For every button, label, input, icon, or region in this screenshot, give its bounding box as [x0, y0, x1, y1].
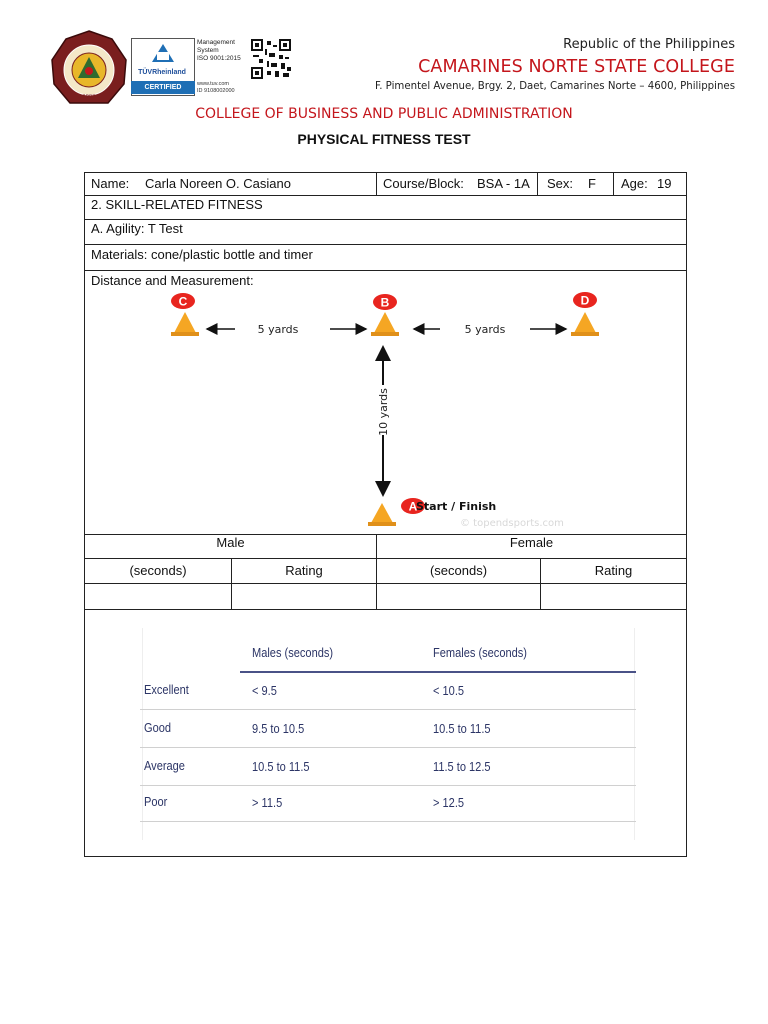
college-seal-logo — [50, 30, 128, 108]
section-heading: 2. SKILL-RELATED FITNESS — [91, 197, 263, 212]
norms-female-excellent: < 10.5 — [433, 683, 465, 698]
name-label: Name: — [91, 176, 130, 191]
department-name: COLLEGE OF BUSINESS AND PUBLIC ADMINISTRATION — [195, 106, 573, 122]
test-name: A. Agility: T Test — [91, 221, 183, 236]
cert-brand: TÜVRheinland — [138, 69, 186, 76]
distance-label: Distance and Measurement: — [91, 273, 254, 288]
watermark: © topendsports.com — [460, 518, 564, 529]
name-value: Carla Noreen O. Casiano — [145, 176, 291, 191]
mgmt-system-text — [197, 39, 257, 63]
norms-label-good: Good — [144, 720, 172, 735]
marker-b-label: B — [380, 295, 390, 310]
marker-c — [171, 293, 195, 309]
norms-male-good: 9.5 to 10.5 — [252, 721, 305, 736]
male-seconds-header: (seconds) — [129, 563, 187, 578]
cert-band: CERTIFIED — [131, 81, 195, 94]
sex-label: Sex: — [547, 176, 574, 191]
distance-left-label: 5 yards — [257, 323, 299, 336]
college-name: CAMARINES NORTE STATE COLLEGE — [418, 57, 735, 77]
female-seconds-input[interactable] — [376, 583, 541, 610]
mgmt-line: System — [197, 47, 219, 54]
cone-b-icon — [371, 312, 399, 336]
cone-d-icon — [571, 312, 599, 336]
age-value: 19 — [657, 176, 672, 191]
male-seconds-input[interactable] — [84, 583, 232, 610]
norms-header-males: Males (seconds) — [252, 645, 334, 660]
course-value: BSA - 1A — [477, 176, 530, 191]
cone-a-icon — [368, 503, 396, 526]
norms-male-excellent: < 9.5 — [252, 683, 277, 698]
cert-id: ID 9108002000 — [197, 88, 235, 94]
male-rating-input[interactable] — [231, 583, 377, 610]
course-label: Course/Block: — [383, 176, 464, 191]
start-finish-label: Start / Finish — [416, 500, 497, 513]
marker-a-label: A — [408, 499, 418, 514]
norms-header-females: Females (seconds) — [433, 645, 527, 660]
norms-female-good: 10.5 to 11.5 — [433, 721, 491, 736]
cert-small-text — [197, 81, 257, 95]
norms-female-poor: > 12.5 — [433, 795, 465, 810]
norms-label-excellent: Excellent — [144, 682, 189, 697]
seal-year: 1992 — [82, 94, 96, 100]
norms-label-poor: Poor — [144, 794, 168, 809]
mgmt-line: ISO 9001:2015 — [197, 55, 241, 62]
republic-text: Republic of the Philippines — [563, 37, 735, 52]
cert-url: www.tuv.com — [197, 81, 229, 87]
norms-male-average: 10.5 to 11.5 — [252, 759, 310, 774]
marker-b — [373, 294, 397, 310]
female-rating-header: Rating — [594, 563, 633, 578]
norms-label-average: Average — [144, 758, 185, 773]
norms-female-average: 11.5 to 12.5 — [433, 759, 491, 774]
male-header: Male — [216, 535, 245, 550]
female-rating-input[interactable] — [540, 583, 687, 610]
marker-c-label: C — [178, 294, 188, 309]
female-seconds-header: (seconds) — [429, 563, 488, 578]
sex-value: F — [588, 176, 596, 191]
tuv-triangle-inner — [157, 52, 169, 60]
mgmt-line: Management — [197, 39, 235, 46]
college-address: F. Pimentel Avenue, Brgy. 2, Daet, Camarines Norte – 4600, Philippines — [374, 81, 735, 92]
cone-c-icon — [171, 312, 199, 336]
qr-code-icon — [251, 39, 291, 79]
marker-d — [573, 292, 597, 308]
rating-norms-table — [140, 628, 637, 840]
female-header: Female — [509, 535, 554, 550]
materials-text: Materials: cone/plastic bottle and timer — [91, 247, 313, 262]
t-test-diagram — [160, 285, 620, 530]
norms-male-poor: > 11.5 — [252, 795, 283, 810]
male-rating-header: Rating — [285, 563, 323, 578]
distance-vertical-label: 10 yards — [377, 388, 390, 436]
age-label: Age: — [621, 176, 648, 191]
page-title: PHYSICAL FITNESS TEST — [297, 131, 471, 147]
marker-d-label: D — [580, 293, 590, 308]
distance-right-label: 5 yards — [464, 323, 506, 336]
